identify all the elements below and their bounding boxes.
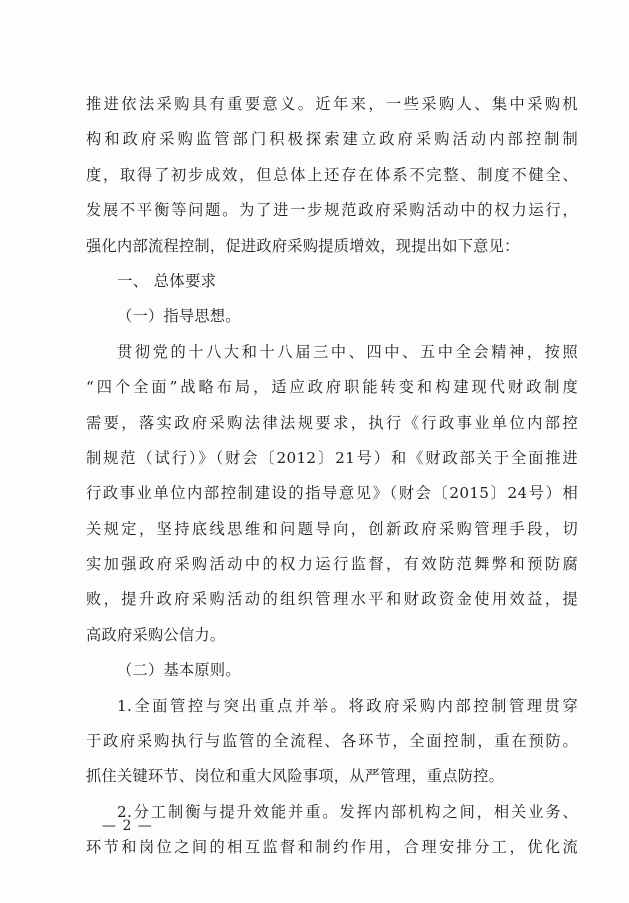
body-line: 高政府采购公信力。 [86,625,226,644]
subsection-heading: （一）指导思想。 [117,307,241,326]
body-line: 关规定，坚持底线思维和问题导向，创新政府采购管理手段，切 [86,519,578,538]
body-line: 实加强政府采购活动中的权力运行监督，有效防范舞弊和预防腐 [86,555,578,574]
page-number: — 2 — [102,818,153,834]
subsection-heading: （二）基本原则。 [117,661,241,680]
section-heading: 一、 总体要求 [117,271,217,290]
body-line: 2.分工制衡与提升效能并重。发挥内部机构之间，相关业务、 [117,802,578,821]
document-body [86,87,578,866]
body-line: 度，取得了初步成效，但总体上还存在体系不完整、制度不健全、 [86,165,578,184]
body-line: 制规范（试行）》（财会〔2012〕21号）和《财政部关于全面推进 [86,448,578,467]
body-line: 抓住关键环节、岗位和重大风险事项，从严管理，重点防控。 [86,767,505,786]
body-line: 环节和岗位之间的相互监督和制约作用，合理安排分工，优化流 [86,838,578,857]
body-line: 构和政府采购监管部门积极探索建立政府采购活动内部控制制 [86,130,578,149]
body-line: 1.全面管控与突出重点并举。将政府采购内部控制管理贯穿 [117,696,578,715]
body-line: 败，提升政府采购活动的组织管理水平和财政资金使用效益，提 [86,590,578,609]
body-line: 发展不平衡等问题。为了进一步规范政府采购活动中的权力运行， [86,201,578,220]
body-line: 强化内部流程控制，促进政府采购提质增效，现提出如下意见： [86,236,520,255]
body-line: 推进依法采购具有重要意义。近年来，一些采购人、集中采购机 [86,95,578,113]
body-line: 行政事业单位内部控制建设的指导意见》（财会〔2015〕24号）相 [86,484,578,503]
body-line: “四个全面”战略布局，适应政府职能转变和构建现代财政制度 [86,378,578,397]
body-line: 于政府采购执行与监管的全流程、各环节，全面控制，重在预防。 [86,732,578,751]
body-line: 需要，落实政府采购法律法规要求，执行《行政事业单位内部控 [86,413,578,432]
body-line: 贯彻党的十八大和十八届三中、四中、五中全会精神，按照 [117,342,578,361]
